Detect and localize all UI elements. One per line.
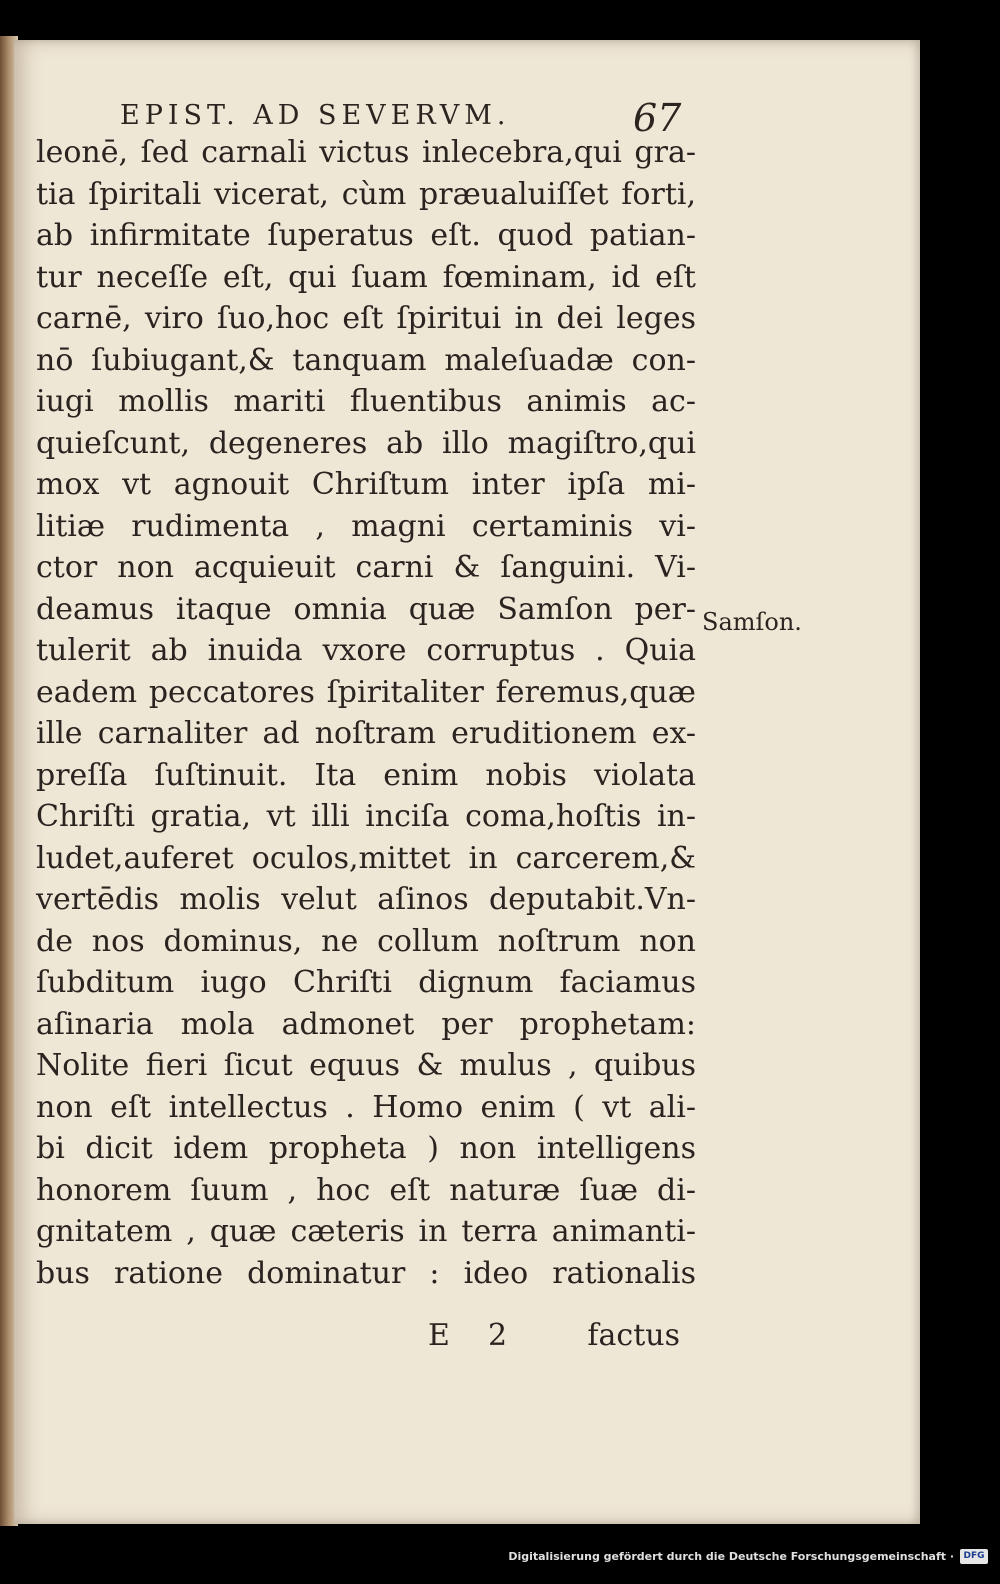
text-line: Nolite fieri ſicut equus & mulus , quibus (36, 1048, 696, 1083)
catchword: factus (587, 1318, 680, 1353)
text-line: nō ſubiugant,& tanquam maleſuadæ con- (36, 342, 696, 378)
page-footer (36, 1318, 696, 1360)
text-line: eadem peccatores ſpiritaliter feremus,quæ (36, 674, 696, 710)
text-line: iugi mollis mariti fluentibus animis ac- (36, 384, 696, 419)
text-line: gnitatem , quæ cæteris in terra animanti- (36, 1214, 696, 1249)
text-line: tulerit ab inuida vxore corruptus . Quia (36, 633, 696, 668)
text-line: ctor non acquieuit carni & ſanguini. Vi- (36, 550, 696, 585)
text-block (36, 132, 696, 1294)
text-line: aſinaria mola admonet per prophetam: (36, 1006, 696, 1042)
running-head: EPIST. AD SEVERVM. (120, 100, 511, 131)
text-line: bi dicit idem propheta ) non intelligens (36, 1131, 696, 1166)
text-line: de nos dominus, ne collum noſtrum non (36, 923, 696, 959)
text-line: ludet,auferet oculos,mittet in carcerem,& (36, 840, 696, 876)
text-line: carnē, viro ſuo,hoc eſt ſpiritui in dei leges (36, 301, 696, 336)
text-line: ſubditum iugo Chriſti dignum faciamus (36, 965, 696, 1000)
signature-number: 2 (488, 1318, 508, 1353)
text-line: ille carnaliter ad noſtram eruditionem ex- (36, 716, 696, 751)
margin-note: Samſon. (702, 608, 802, 636)
text-line: tur neceſſe eſt, qui ſuam fœminam, id eſt (36, 259, 696, 295)
text-line: tia ſpiritali vicerat, cùm præualuiſſet forti, (36, 176, 696, 212)
text-line: bus ratione dominatur : ideo rationalis (36, 1255, 696, 1291)
text-line: mox vt agnouit Chriſtum inter ipſa mi- (36, 467, 696, 502)
signature-mark: E (428, 1318, 450, 1353)
digitization-credit: Digitalisierung gefördert durch die Deutsche Forschungsgemeinschaft · (508, 1550, 954, 1563)
text-line: deamus itaque omnia quæ Samſon per- (36, 591, 696, 627)
text-line: ab infirmitate ſuperatus eſt. quod patian- (36, 218, 696, 253)
text-line: quieſcunt, degeneres ab illo magiſtro,qui (36, 425, 696, 461)
text-line: litiæ rudimenta , magni certaminis vi- (36, 508, 696, 544)
text-line: Chriſti gratia, vt illi inciſa coma,hoſtis in- (36, 799, 696, 834)
text-line: vertēdis molis velut aſinos deputabit.Vn- (36, 882, 696, 917)
text-line: preſſa ſuſtinuit. Ita enim nobis violata (36, 757, 696, 793)
text-line: leonē, ſed carnali victus inlecebra,qui gra- (36, 135, 696, 170)
text-line: non eſt intellectus . Homo enim ( vt ali- (36, 1089, 696, 1125)
text-line: honorem ſuum , hoc eſt naturæ ſuæ di- (36, 1172, 696, 1208)
dfg-logo-icon: DFG (960, 1549, 988, 1564)
page-number: 67 (633, 96, 682, 140)
